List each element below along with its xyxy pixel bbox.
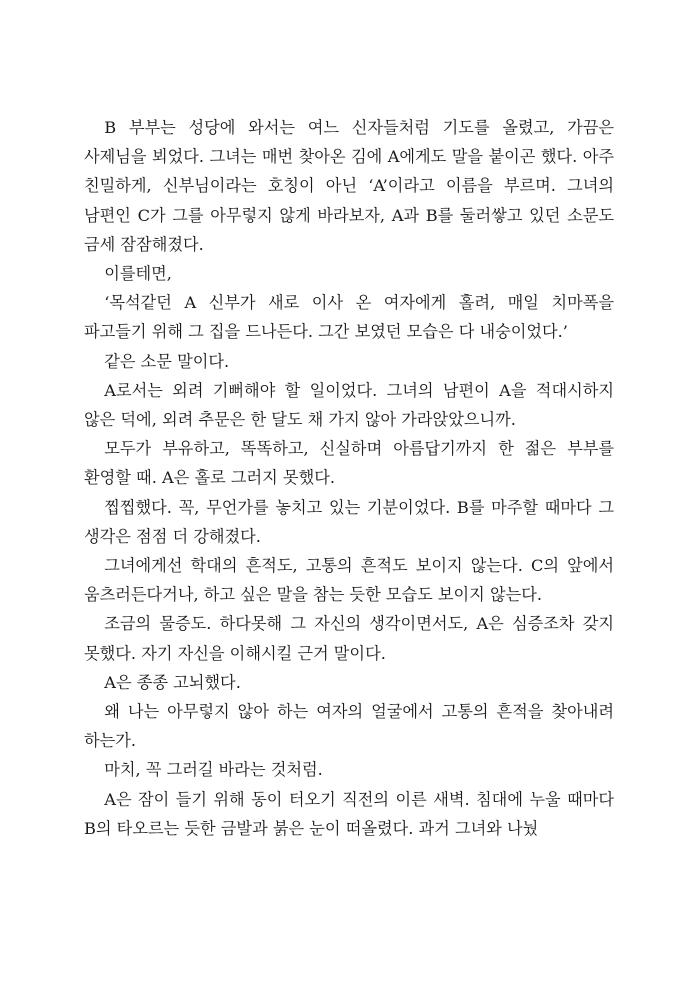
paragraph: 모두가 부유하고, 똑똑하고, 신실하며 아름답기까지 한 젊은 부부를 환영할 때. A은 홀로 그러지 못했다. — [84, 439, 614, 488]
paragraph: A은 종종 고뇌했다. — [104, 672, 241, 692]
paragraph: 그녀에게선 학대의 흔적도, 고통의 흔적도 보이지 않는다. C의 앞에서 움츠러든다거나, 하고 싶은 말을 참는 듯한 모습도 보이지 않는다. — [84, 556, 614, 605]
paragraph: 같은 소문 말이다. — [104, 351, 230, 371]
paragraph: 마치, 꼭 그러길 바라는 것처럼. — [104, 760, 323, 780]
paragraph: ‘목석같던 A 신부가 새로 이사 온 여자에게 홀려, 매일 치마폭을 파고들기 위해 그 집을 드나든다. 그간 보였던 모습은 다 내숭이었다.’ — [84, 293, 614, 342]
paragraph: 조금의 물증도. 하다못해 그 자신의 생각이면서도, A은 심증조차 갖지 못했다. 자기 자신을 이해시킬 근거 말이다. — [84, 614, 614, 663]
paragraph: 이를테면, — [104, 264, 172, 284]
paragraph: 찝찝했다. 꼭, 무언가를 놓치고 있는 기분이었다. B를 마주할 때마다 그 생각은 점점 더 강해졌다. — [84, 497, 614, 546]
paragraph: 왜 나는 아무렇지 않아 하는 여자의 얼굴에서 고통의 흔적을 찾아내려 하는가. — [84, 702, 614, 751]
document-body — [84, 113, 614, 843]
paragraph: A은 잠이 들기 위해 동이 터오기 직전의 이른 새벽. 침대에 누울 때마다 B의 타오르는 듯한 금발과 붉은 눈이 떠올렸다. 과거 그녀와 나눴 — [84, 789, 614, 838]
paragraph: A로서는 외려 기뻐해야 할 일이었다. 그녀의 남편이 A을 적대시하지 않은 덕에, 외려 추문은 한 달도 채 가지 않아 가라앉았으니까. — [84, 380, 614, 430]
paragraph: B 부부는 성당에 와서는 여느 신자들처럼 기도를 올렸고, 가끔은 사제님을 뵈었다. 그녀는 매번 찾아온 김에 A에게도 말을 붙이곤 했다. 아주 친밀하게, 신부님이라는 호칭이 아닌 ‘A’이라고 이름을 부르며. 그녀의 남편인 C가 그를 아무렇지 않게 바라보자, A과 B를 둘러쌓고 있던 소문도 금세 잠잠해졌다. — [84, 118, 614, 254]
